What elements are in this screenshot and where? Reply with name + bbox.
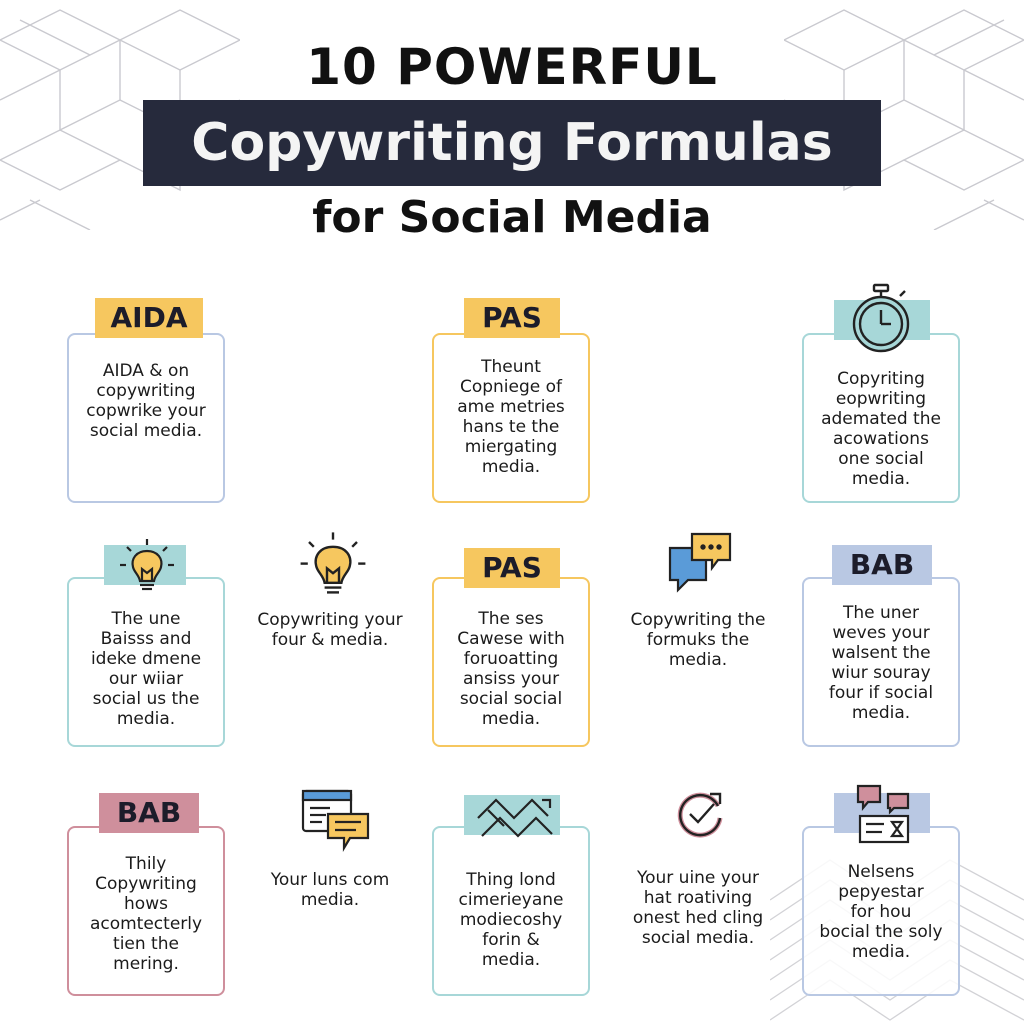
- tag-bab-low: BAB: [99, 793, 199, 833]
- title-line-1: 10 POWERFUL: [306, 38, 718, 96]
- card-text: The uner weves your walsent the wiur souray four if social media.: [828, 603, 934, 723]
- formula-card-bab-low: [67, 826, 225, 996]
- stopwatch-icon: [846, 282, 916, 354]
- tag-bab-mid: BAB: [832, 545, 932, 585]
- formula-card-stopwatch: [802, 333, 960, 503]
- title-line-2: Copywriting Formulas: [191, 113, 833, 173]
- formula-card-bab-mid: [802, 577, 960, 747]
- card-text: AIDA & on copywriting copwrike your social media.: [86, 361, 206, 441]
- formula-card-arrows: [432, 826, 590, 996]
- formula-card-pas-top: [432, 333, 590, 503]
- free-item-refresh: Your uine your hat roativing onest hed cling social media.: [632, 868, 764, 948]
- free-item-chat: Copywriting the formuks the media.: [630, 610, 766, 670]
- card-text: Copyriting eopwriting ademated the acowations one social media.: [821, 369, 941, 489]
- tag-pas-top: PAS: [464, 298, 560, 338]
- card-text: Nelsens pepyestar for hou bocial the soly media.: [819, 862, 943, 962]
- card-text: Thily Copywriting hows acomtecterly tien the mering.: [89, 854, 203, 974]
- formula-card-aida: [67, 333, 225, 503]
- card-text: The une Baisss and ideke dmene our wiiar social us the media.: [90, 609, 202, 729]
- refresh-check-icon: [670, 784, 730, 844]
- card-text: The ses Cawese with foruoatting ansiss your social social media.: [457, 609, 565, 729]
- browser-chat-icon: [300, 788, 372, 854]
- zigzag-arrows-icon: [474, 788, 556, 844]
- formula-card-pas-mid: [432, 577, 590, 747]
- tag-pas-mid: PAS: [464, 548, 560, 588]
- card-text: Thing lond cimerieyane modiecoshy forin & media.: [458, 870, 564, 970]
- title-line-3: for Social Media: [312, 192, 712, 243]
- tag-aida: AIDA: [95, 298, 203, 338]
- card-text: Theunt Copniege of ame metries hans te the miergating media.: [457, 357, 565, 477]
- formula-card-chat-window: [802, 826, 960, 996]
- free-item-browser: Your luns com media.: [270, 870, 390, 910]
- lightbulb-icon: [297, 530, 369, 602]
- chat-bubbles-icon: [666, 530, 734, 594]
- chat-window-icon: [854, 782, 914, 846]
- free-item-lightbulb: Copywriting your four & media.: [257, 610, 403, 650]
- formula-card-lightbulb: [67, 577, 225, 747]
- lightbulb-icon: [117, 537, 177, 597]
